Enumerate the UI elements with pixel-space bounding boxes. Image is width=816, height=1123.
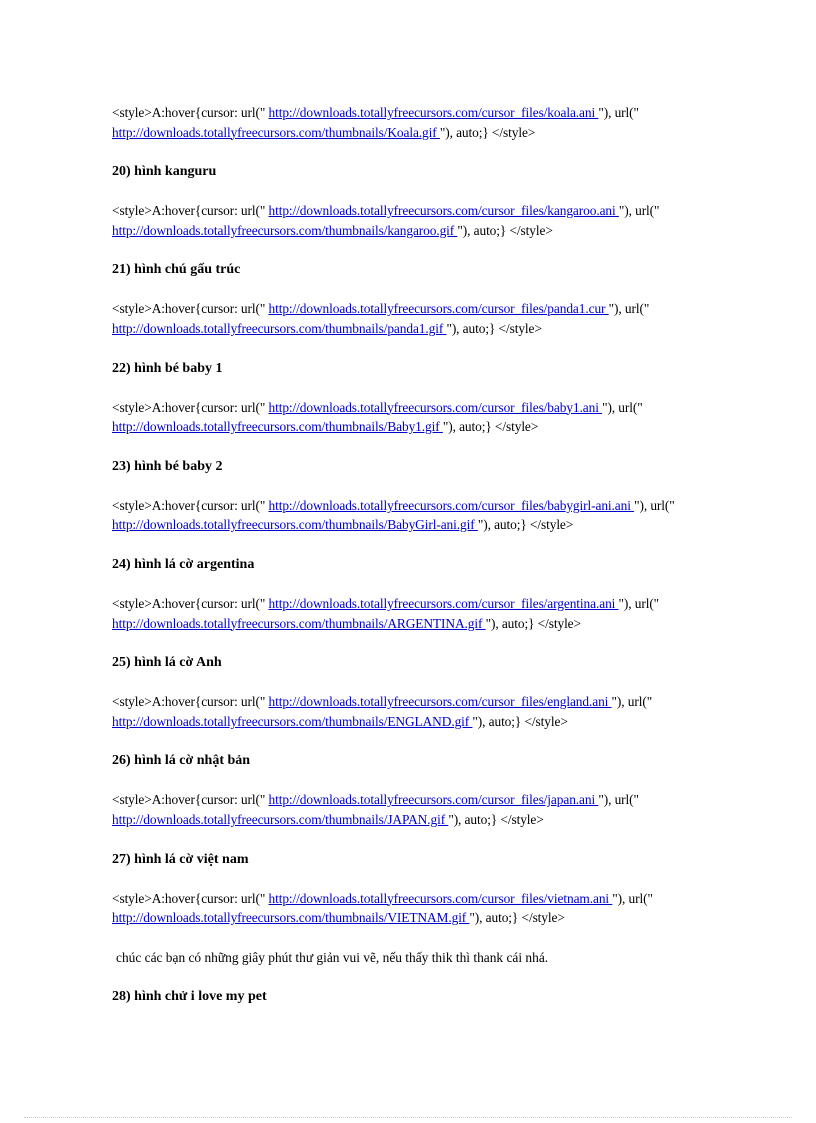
thumbnail-link[interactable]: http://downloads.totallyfreecursors.com/thumbnails/JAPAN.gif	[112, 811, 449, 827]
cursor-file-link[interactable]: http://downloads.totallyfreecursors.com/cursor_files/england.ani	[268, 694, 612, 710]
section-heading: 21) hình chú gấu trúc	[112, 262, 241, 278]
code-text: <style>A:hover{cursor: url("	[112, 694, 269, 710]
code-text: "), auto;} </style>	[448, 811, 544, 827]
code-text: <style>A:hover{cursor: url("	[112, 301, 269, 317]
code-text: "), auto;} </style>	[442, 419, 539, 435]
thumbnail-link[interactable]: http://downloads.totallyfreecursors.com/thumbnails/Baby1.gif	[112, 419, 443, 435]
thumbnail-link[interactable]: http://downloads.totallyfreecursors.com/thumbnails/ARGENTINA.gif	[112, 615, 486, 631]
code-text: "), auto;} </style>	[477, 517, 574, 533]
cursor-file-link[interactable]: http://downloads.totallyfreecursors.com/cursor_files/koala.ani	[268, 105, 599, 120]
code-text: <style>A:hover{cursor: url("	[112, 105, 269, 120]
code-text: "), auto;} </style>	[472, 713, 568, 729]
code-text: "), url("	[611, 694, 653, 710]
cursor-file-link[interactable]: http://downloads.totallyfreecursors.com/cursor_files/vietnam.ani	[268, 890, 613, 906]
document-body	[112, 103, 752, 1026]
css-code-snippet	[112, 692, 752, 731]
section-heading: 23) hình bé baby 2	[112, 458, 223, 474]
page-bottom-divider	[24, 1117, 792, 1118]
section-heading: 25) hình lá cờ Anh	[112, 655, 222, 671]
css-code-snippet	[112, 496, 752, 535]
section-heading: 20) hình kanguru	[112, 164, 217, 180]
css-code-snippet	[112, 299, 752, 338]
code-text: <style>A:hover{cursor: url("	[112, 595, 269, 611]
cursor-file-link[interactable]: http://downloads.totallyfreecursors.com/cursor_files/kangaroo.ani	[268, 203, 619, 219]
css-code-snippet	[112, 398, 752, 437]
code-text: "), url("	[608, 301, 650, 317]
thumbnail-link[interactable]: http://downloads.totallyfreecursors.com/thumbnails/panda1.gif	[112, 320, 447, 336]
thumbnail-link[interactable]: http://downloads.totallyfreecursors.com/thumbnails/BabyGirl-ani.gif	[112, 517, 478, 533]
code-text: <style>A:hover{cursor: url("	[112, 399, 269, 415]
thumbnail-link[interactable]: http://downloads.totallyfreecursors.com/thumbnails/Koala.gif	[112, 124, 440, 140]
section-heading: 27) hình lá cờ việt nam	[112, 851, 249, 867]
code-text: "), url("	[612, 890, 653, 906]
code-text: "), url("	[602, 399, 643, 415]
thumbnail-link[interactable]: http://downloads.totallyfreecursors.com/thumbnails/kangaroo.gif	[112, 222, 458, 238]
code-text: "), auto;} </style>	[439, 124, 536, 140]
css-code-snippet	[112, 790, 752, 829]
code-text: "), url("	[598, 792, 639, 808]
code-text: <style>A:hover{cursor: url("	[112, 203, 269, 219]
css-code-snippet	[112, 594, 752, 633]
code-text: "), auto;} </style>	[457, 222, 553, 238]
code-text: "), url("	[634, 497, 675, 513]
css-code-snippet	[112, 103, 752, 142]
cursor-file-link[interactable]: http://downloads.totallyfreecursors.com/cursor_files/argentina.ani	[268, 595, 619, 611]
css-code-snippet	[112, 889, 752, 928]
code-text: <style>A:hover{cursor: url("	[112, 792, 269, 808]
section-heading: 26) hình lá cờ nhật bản	[112, 753, 251, 769]
section-heading: 24) hình lá cờ argentina	[112, 556, 255, 572]
code-text: "), url("	[618, 595, 660, 611]
code-text: "), url("	[598, 105, 639, 120]
section-heading: 28) hình chử i love my pet	[112, 988, 267, 1004]
thumbnail-link[interactable]: http://downloads.totallyfreecursors.com/thumbnails/VIETNAM.gif	[112, 910, 470, 926]
thumbnail-link[interactable]: http://downloads.totallyfreecursors.com/thumbnails/ENGLAND.gif	[112, 713, 473, 729]
code-text: "), auto;} </style>	[469, 910, 565, 926]
cursor-file-link[interactable]: http://downloads.totallyfreecursors.com/cursor_files/panda1.cur	[268, 301, 609, 317]
section-heading: 22) hình bé baby 1	[112, 360, 223, 376]
code-text: <style>A:hover{cursor: url("	[112, 890, 269, 906]
code-text: "), auto;} </style>	[485, 615, 581, 631]
cursor-file-link[interactable]: http://downloads.totallyfreecursors.com/cursor_files/japan.ani	[268, 792, 599, 808]
css-code-snippet	[112, 201, 752, 240]
closing-note: chúc các bạn có những giây phút thư giản vui vẽ, nếu thấy thik thì thank cái nhá.	[116, 949, 549, 965]
code-text: <style>A:hover{cursor: url("	[112, 497, 269, 513]
code-text: "), auto;} </style>	[446, 320, 542, 336]
cursor-file-link[interactable]: http://downloads.totallyfreecursors.com/cursor_files/babygirl-ani.ani	[268, 497, 635, 513]
code-text: "), url("	[618, 203, 660, 219]
cursor-file-link[interactable]: http://downloads.totallyfreecursors.com/cursor_files/baby1.ani	[268, 399, 603, 415]
